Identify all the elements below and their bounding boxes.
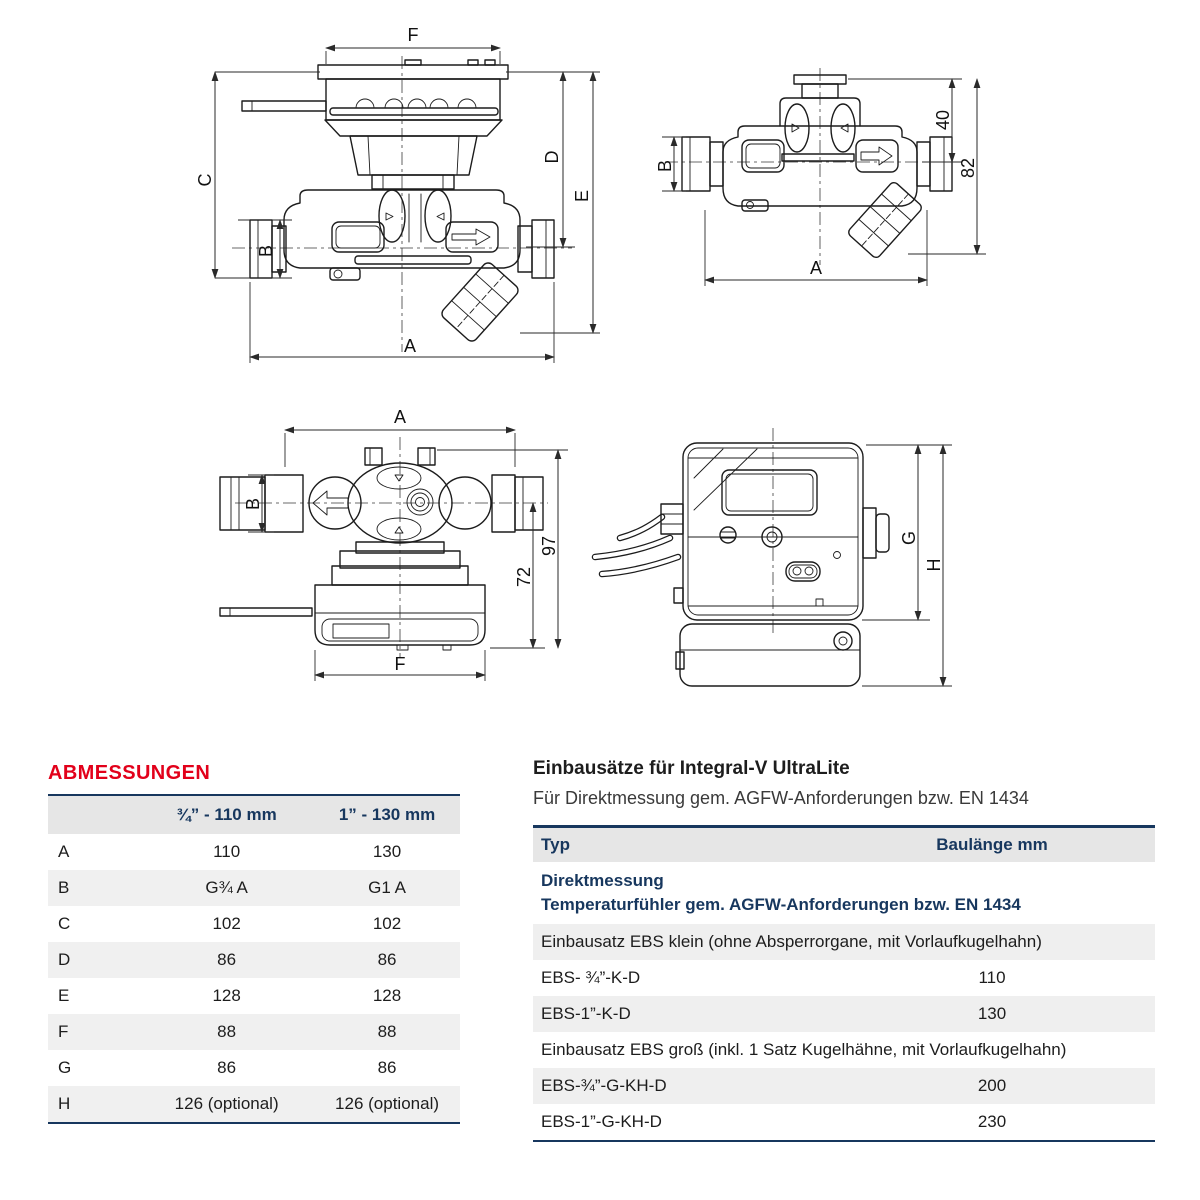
- cables: [595, 504, 683, 574]
- dimensions-section: [48, 762, 460, 1124]
- install-kits-title: Einbausätze für Integral-V UltraLite: [533, 758, 850, 779]
- item-label: EBS-1”-K-D: [541, 1004, 631, 1023]
- dim-value: 88: [377, 1022, 397, 1041]
- dim-value: 88: [217, 1022, 237, 1041]
- dim-label-a: A: [403, 336, 417, 356]
- dim-value: 86: [377, 1058, 397, 1077]
- dim-label-b: B: [243, 497, 263, 511]
- dim-label-b: B: [256, 244, 276, 258]
- dim-label-72: 72: [514, 566, 534, 588]
- table-row: [48, 834, 460, 870]
- dim-label-40: 40: [933, 109, 953, 131]
- item-label: EBS-1”-G-KH-D: [541, 1112, 662, 1131]
- dimensions-title: ABMESSUNGEN: [48, 762, 211, 784]
- dim-value: 128: [212, 986, 241, 1005]
- table-row: [533, 1104, 1155, 1141]
- dim-col-size-34: ¾” - 110 mm: [139, 795, 314, 834]
- dim-value: G¾ A: [205, 878, 248, 897]
- table-row: [48, 1050, 460, 1086]
- group-row: [533, 924, 1155, 960]
- dim-value: 102: [212, 914, 241, 933]
- dim-label-97: 97: [539, 535, 559, 557]
- dim-label: C: [58, 914, 71, 933]
- install-kits-section: [533, 758, 1155, 1142]
- table-row: [533, 996, 1155, 1032]
- ball-valve-outline: [440, 261, 521, 344]
- dim-label-f: F: [407, 25, 419, 45]
- register-base-outline: [676, 624, 860, 686]
- col-baulaenge: Baulänge mm: [829, 827, 1155, 863]
- dimensions-header-row: [48, 795, 460, 834]
- dim-label-82: 82: [958, 157, 978, 179]
- dim-label-g: G: [899, 530, 919, 546]
- item-value: 130: [977, 1004, 1007, 1023]
- dim-label: D: [58, 950, 71, 969]
- dim-label-a: A: [393, 407, 407, 427]
- dim-label-d: D: [542, 150, 562, 164]
- dim-col-size-1: 1” - 130 mm: [314, 795, 460, 834]
- table-row: [48, 1086, 460, 1123]
- dim-label: F: [58, 1022, 69, 1041]
- group-label: Einbausatz EBS groß (inkl. 1 Satz Kugelhähne, mit Vorlaufkugelhahn): [541, 1040, 1067, 1059]
- dimension-lines: [243, 407, 568, 681]
- drawing-front-view: [180, 20, 610, 370]
- dim-value: 126 (optional): [174, 1094, 279, 1113]
- table-row: [533, 1068, 1155, 1104]
- dim-label: E: [58, 986, 70, 1005]
- install-kits-subtitle: Für Direktmessung gem. AGFW-Anforderungen bzw. EN 1434: [533, 788, 1029, 808]
- dim-value: 126 (optional): [335, 1094, 440, 1113]
- register-head-outline: [242, 60, 508, 189]
- dim-label-e: E: [572, 189, 592, 203]
- dim-value: G1 A: [368, 878, 406, 897]
- table-row: [48, 942, 460, 978]
- dimension-lines: [862, 445, 952, 686]
- dim-label-c: C: [195, 173, 215, 187]
- section-line-2: Temperaturfühler gem. AGFW-Anforderungen bzw. EN 1434: [541, 895, 1021, 914]
- drawing-top-view: [200, 405, 585, 695]
- ball-valve-outline: [847, 181, 924, 260]
- dim-label-f: F: [394, 654, 406, 674]
- drawing-front-plain-view: [630, 60, 1000, 290]
- item-value: 200: [977, 1076, 1007, 1095]
- col-typ: Typ: [533, 827, 829, 863]
- dim-value: 110: [213, 842, 241, 861]
- meter-top-outline: [220, 448, 543, 650]
- group-row: [533, 1032, 1155, 1068]
- section-row: [533, 862, 1155, 924]
- dim-value: 86: [217, 950, 237, 969]
- drawing-register-view: [590, 420, 960, 710]
- install-header-row: [533, 827, 1155, 863]
- dimension-lines: [655, 79, 986, 286]
- dim-label-b: B: [655, 159, 675, 173]
- table-row: [48, 978, 460, 1014]
- dim-label-h: H: [924, 558, 944, 572]
- dim-label: H: [58, 1094, 71, 1113]
- item-label: EBS- ¾”-K-D: [541, 968, 641, 987]
- dim-label: B: [58, 878, 70, 897]
- table-row: [48, 870, 460, 906]
- item-label: EBS-¾”-G-KH-D: [541, 1076, 667, 1095]
- dim-col-blank: [48, 795, 139, 834]
- dim-value: 128: [372, 986, 402, 1005]
- dim-value: 86: [217, 1058, 237, 1077]
- table-row: [533, 960, 1155, 996]
- section-line-1: Direktmessung: [541, 871, 664, 890]
- dim-value: 130: [372, 842, 402, 861]
- dim-label: G: [58, 1058, 72, 1077]
- dimension-lines: [195, 25, 600, 363]
- dim-label-a: A: [809, 258, 823, 278]
- install-kits-table: [533, 825, 1155, 1142]
- dimensions-table: [48, 794, 460, 1124]
- table-row: [48, 906, 460, 942]
- meter-body-outline: [682, 75, 952, 259]
- item-value: 110: [978, 968, 1006, 987]
- dim-value: 86: [377, 950, 397, 969]
- dim-value: 102: [372, 914, 402, 933]
- register-unit-outline: [674, 443, 889, 620]
- dim-label: A: [58, 842, 70, 861]
- table-row: [48, 1014, 460, 1050]
- group-label: Einbausatz EBS klein (ohne Absperrorgane, mit Vorlaufkugelhahn): [541, 932, 1042, 951]
- item-value: 230: [977, 1112, 1007, 1131]
